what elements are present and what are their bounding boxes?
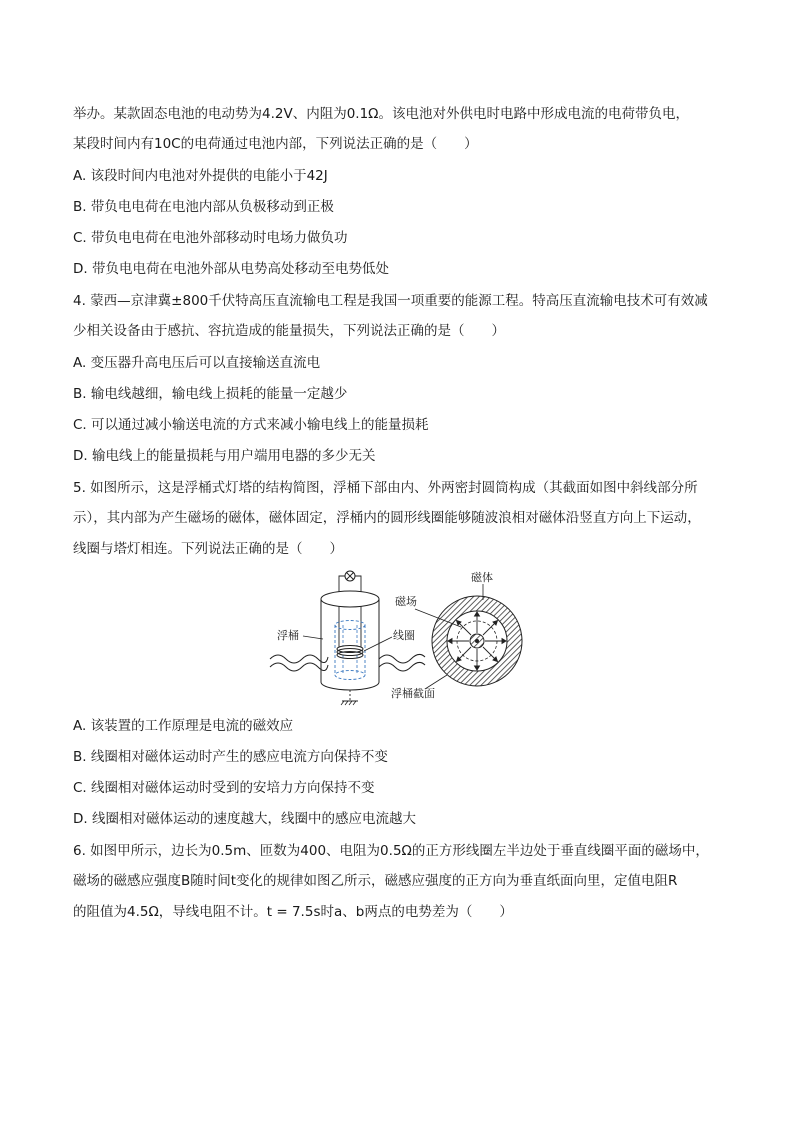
q6-stem-line-1: 6. 如图甲所示，边长为0.5m、匝数为400、电阻为0.5Ω的正方形线圈左半边处于垂直线圈平面的磁场中，: [73, 843, 709, 859]
q3-stem-line-2: 某段时间内有10C的电荷通过电池内部，下列说法正确的是（ ）: [73, 136, 478, 152]
q6-stem-line-2: 磁场的磁感应强度B随时间t变化的规律如图乙所示，磁感应强度的正方向为垂直纸面向里，定值电阻R: [73, 873, 678, 889]
label-field: 磁场: [395, 595, 417, 608]
q4-option-b: B. 输电线越细，输电线上损耗的能量一定越少: [73, 386, 348, 402]
q5-option-d: D. 线圈相对磁体运动的速度越大，线圈中的感应电流越大: [73, 811, 416, 827]
q5-stem-line-2: 示），其内部为产生磁场的磁体，磁体固定，浮桶内的圆形线圈能够随波浪相对磁体沿竖直方向上下运动，: [73, 510, 701, 526]
buoy-cross-section: [432, 596, 522, 686]
q3-option-d: D. 带负电电荷在电池外部从电势高处移动至电势低处: [73, 261, 389, 277]
lamp-icon: [345, 571, 355, 581]
q4-stem-line-1: 4. 蒙西—京津冀±800千伏特高压直流输电工程是我国一项重要的能源工程。特高压直流输电技术可有效减: [73, 293, 708, 309]
label-magnet: 磁体: [471, 571, 493, 584]
q3-stem-line-1: 举办。某款固态电池的电动势为4.2V、内阻为0.1Ω。该电池对外供电时电路中形成电流的电荷带负电，: [73, 106, 689, 122]
label-section: 浮桶截面: [391, 687, 435, 700]
q6-stem-line-3: 的阻值为4.5Ω，导线电阻不计。t = 7.5s时a、b两点的电势差为（ ）: [73, 904, 513, 920]
q4-option-d: D. 输电线上的能量损耗与用户端用电器的多少无关: [73, 448, 376, 464]
ground-icon: [341, 701, 358, 705]
buoy-lighthouse-figure: [265, 567, 535, 707]
label-buoy: 浮桶: [277, 629, 299, 642]
q5-option-a: A. 该装置的工作原理是电流的磁效应: [73, 718, 294, 734]
buoy-cylinder: [321, 591, 379, 690]
q5-option-c: C. 线圈相对磁体运动时受到的安培力方向保持不变: [73, 780, 375, 796]
q4-stem-line-2: 少相关设备由于感抗、容抗造成的能量损失，下列说法正确的是（ ）: [73, 323, 505, 339]
q3-option-a: A. 该段时间内电池对外提供的电能小于42J: [73, 168, 328, 184]
q5-option-b: B. 线圈相对磁体运动时产生的感应电流方向保持不变: [73, 749, 388, 765]
q3-option-c: C. 带负电电荷在电池外部移动时电场力做负功: [73, 230, 348, 246]
q3-option-b: B. 带负电电荷在电池内部从负极移动到正极: [73, 199, 334, 215]
q5-stem-line-3: 线圈与塔灯相连。下列说法正确的是（ ）: [73, 541, 343, 557]
q5-stem-line-1: 5. 如图所示，这是浮桶式灯塔的结构简图，浮桶下部由内、外两密封圆筒构成（其截面如图中斜线部分所: [73, 480, 698, 496]
q4-option-c: C. 可以通过减小输送电流的方式来减小输电线上的能量损耗: [73, 417, 429, 433]
coil-icon: [337, 646, 363, 659]
label-coil: 线圈: [393, 629, 415, 642]
q4-option-a: A. 变压器升高电压后可以直接输送直流电: [73, 355, 321, 371]
